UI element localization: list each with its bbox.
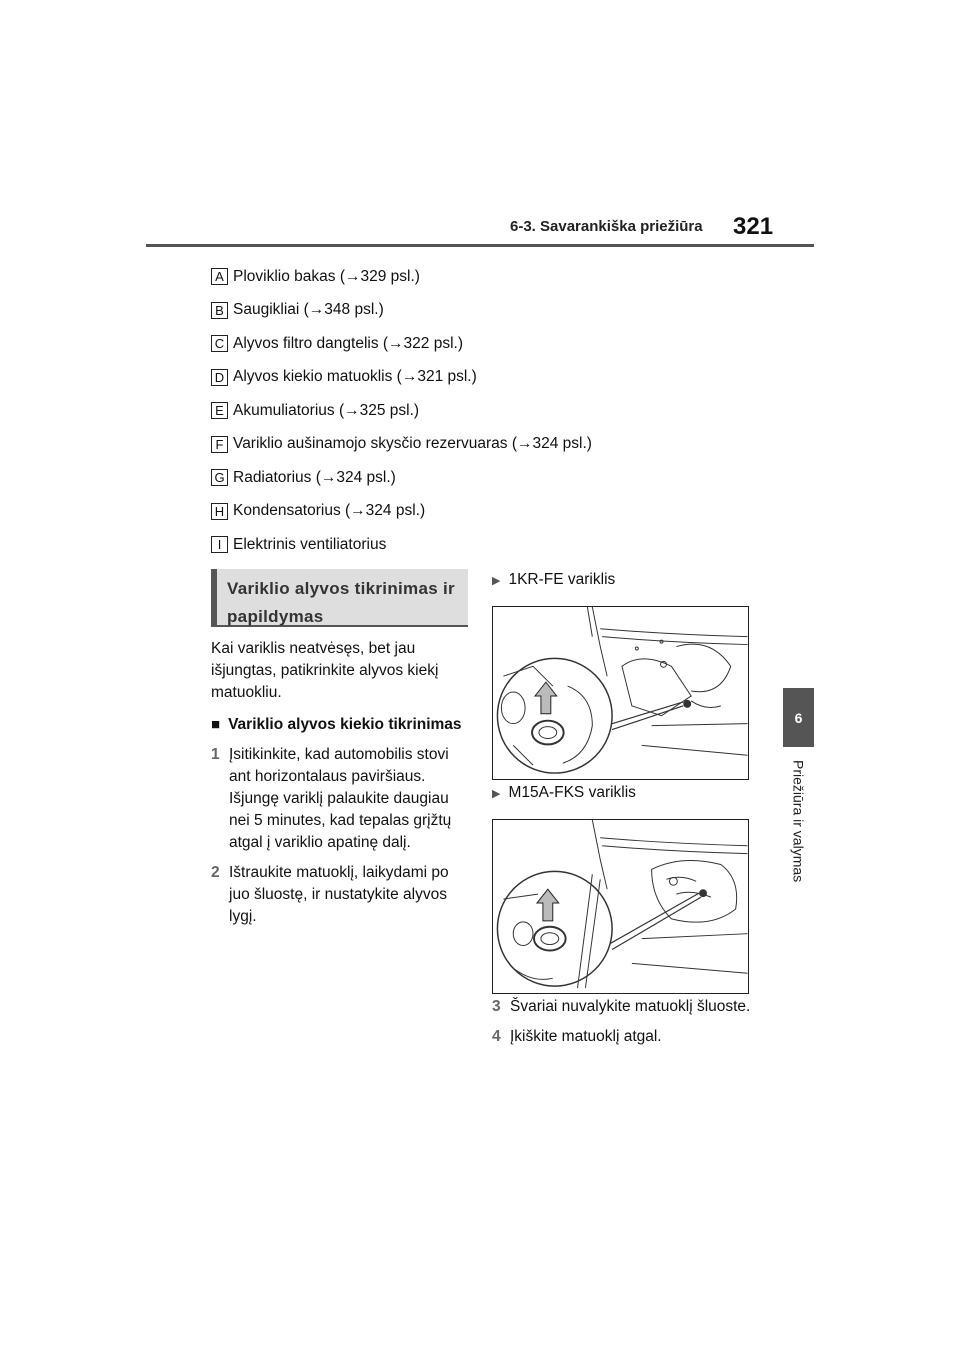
step-text: Švariai nuvalykite matuoklį šluoste. <box>510 998 751 1015</box>
legend-item <box>211 294 771 328</box>
step-number: 2 <box>211 864 220 881</box>
step-item <box>492 1026 754 1048</box>
legend-key: C <box>211 335 228 352</box>
subheading-text: Variklio alyvos kiekio tikrinimas <box>228 716 462 733</box>
step-item <box>211 744 473 854</box>
legend-key: E <box>211 402 228 419</box>
step-number: 4 <box>492 1028 501 1045</box>
figure-1kr-dipstick <box>492 606 749 780</box>
legend-item <box>211 528 771 562</box>
header-divider <box>146 244 814 247</box>
legend-item <box>211 327 771 361</box>
legend-item <box>211 461 771 495</box>
engine-bay-illustration <box>493 607 748 779</box>
figure-m15a-dipstick <box>492 819 749 994</box>
step-number: 3 <box>492 998 501 1015</box>
step-text: Ištraukite matuoklį, laikydami po juo šluostę, ir nustatykite alyvos lygį. <box>229 864 449 925</box>
step-item <box>211 862 473 928</box>
subheading <box>211 714 473 736</box>
legend-text: Saugikliai (→348 psl.) <box>233 301 384 319</box>
chapter-tab: 6 <box>783 688 814 747</box>
legend-item <box>211 495 771 529</box>
legend-text: Alyvos filtro dangtelis (→322 psl.) <box>233 334 464 352</box>
page-number: 321 <box>733 213 774 240</box>
legend-key: H <box>211 503 228 520</box>
legend-key: B <box>211 302 228 319</box>
engine-name: M15A-FKS variklis <box>508 784 636 801</box>
legend-key: D <box>211 369 228 386</box>
square-bullet-icon: ■ <box>211 716 221 733</box>
engine-bay-illustration <box>493 820 748 993</box>
step-item <box>492 996 754 1018</box>
legend-text: Radiatorius (→324 psl.) <box>233 468 396 486</box>
legend-text: Kondensatorius (→324 psl.) <box>233 502 426 520</box>
legend-item <box>211 361 771 395</box>
triangle-bullet-icon: ▶ <box>492 787 501 800</box>
step-text: Įsitikinkite, kad automobilis stovi ant horizontalaus paviršiaus. Išjungę variklį palaukite daugiau nei 5 minutes, kad tepalas grįžtų atgal į variklio apatinę dalį. <box>229 746 452 851</box>
section-heading: Variklio alyvos tikrinimas ir papildymas <box>211 569 468 627</box>
legend-text: Variklio aušinamojo skysčio rezervuaras (→324 psl.) <box>233 435 592 453</box>
legend-key: G <box>211 469 228 486</box>
left-column <box>211 638 473 936</box>
legend-item <box>211 260 771 294</box>
chapter-title <box>783 760 814 900</box>
legend-item <box>211 428 771 462</box>
intro-text: Kai variklis neatvėsęs, bet jau išjungtas, patikrinkite alyvos kiekį matuokliu. <box>211 640 439 701</box>
engine-name: 1KR-FE variklis <box>508 571 616 588</box>
legend-text: Alyvos kiekio matuoklis (→321 psl.) <box>233 368 477 386</box>
legend-key: I <box>211 536 228 553</box>
legend-key: F <box>211 436 228 453</box>
chapter-title-text: Priežiūra ir valymas <box>790 760 807 883</box>
engine-label-1kr <box>492 571 615 589</box>
section-label: 6-3. Savarankiška priežiūra <box>510 218 703 235</box>
right-steps <box>492 996 754 1056</box>
legend-text: Elektrinis ventiliatorius <box>233 535 387 553</box>
engine-label-m15a <box>492 784 636 802</box>
component-legend <box>211 260 771 562</box>
legend-text: Ploviklio bakas (→329 psl.) <box>233 267 420 285</box>
step-text: Įkiškite matuoklį atgal. <box>510 1028 662 1045</box>
triangle-bullet-icon: ▶ <box>492 574 501 587</box>
legend-text: Akumuliatorius (→325 psl.) <box>233 401 420 419</box>
legend-item <box>211 394 771 428</box>
step-number: 1 <box>211 746 220 763</box>
legend-key: A <box>211 268 228 285</box>
